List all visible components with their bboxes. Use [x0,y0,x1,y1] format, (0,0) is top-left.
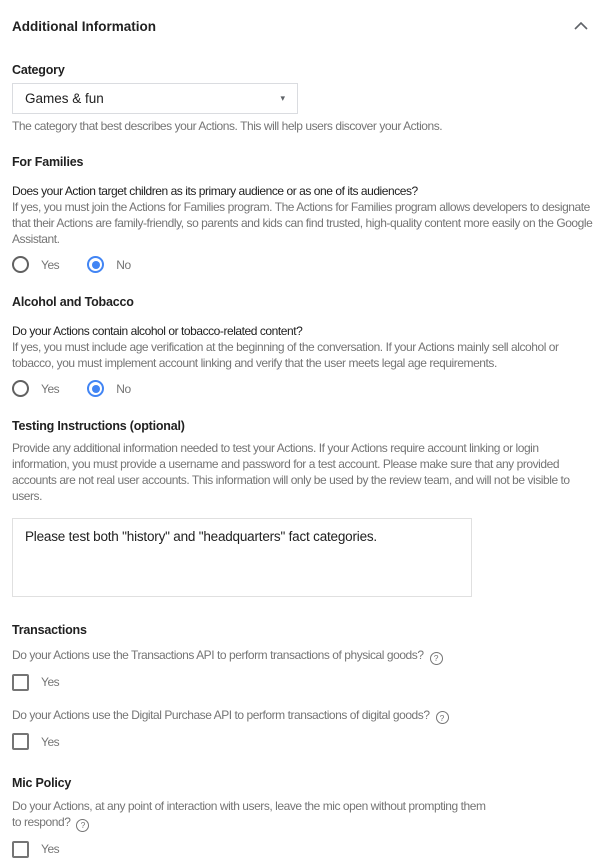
checkbox-label: Yes [41,842,60,856]
radio-label: No [116,381,131,396]
alcohol-tobacco-no-radio[interactable] [87,380,130,397]
radio-unselected-icon [12,256,29,273]
radio-label: No [116,257,131,272]
alcohol-tobacco-heading: Alcohol and Tobacco [12,295,134,309]
for-families-helper-text: If yes, you must join the Actions for Families program. The Actions for Families program allows developers to designate that their Actions are family-friendly, so parents and kids can find trusted, high-quality content more easily on the Google Assistant. [12,200,593,246]
for-families-section [12,155,593,273]
transactions-physical-question [12,647,593,665]
for-families-question: Does your Action target children as its primary audience or as one of its audiences? [12,184,418,198]
testing-instructions-heading: Testing Instructions (optional) [12,419,185,433]
alcohol-tobacco-yes-radio[interactable] [12,380,59,397]
mic-policy-checkbox-row [12,841,593,858]
for-families-heading: For Families [12,155,84,169]
radio-label: Yes [41,257,60,272]
category-helper-text: The category that best describes your Actions. This will help users discover your Actions. [12,119,443,133]
transactions-physical-checkbox-row [12,674,593,691]
testing-instructions-section [12,419,593,597]
for-families-yes-radio[interactable] [12,256,59,273]
transactions-physical-checkbox[interactable] [12,674,29,691]
question-text: Do your Actions use the Digital Purchase API to perform transactions of digital goods? [12,707,430,722]
question-text: Do your Actions, at any point of interaction with users, leave the mic open without prompting them to respond? [12,799,486,829]
radio-selected-icon [87,256,104,273]
category-select[interactable] [12,83,298,114]
page-title: Additional Information [12,18,156,34]
alcohol-tobacco-section [12,295,593,397]
radio-unselected-icon [12,380,29,397]
chevron-up-icon[interactable] [571,16,591,36]
testing-instructions-input[interactable] [12,518,472,597]
transactions-digital-question [12,707,593,725]
help-icon[interactable]: ? [430,652,443,665]
alcohol-tobacco-radio-group [12,380,593,397]
help-icon[interactable]: ? [76,819,89,832]
alcohol-tobacco-helper-text: If yes, you must include age verification at the beginning of the conversation. If your Actions mainly sell alcohol or tobacco, you must implement account linking and verify that the user meets legal age requirements. [12,340,559,370]
help-icon[interactable]: ? [436,711,449,724]
radio-label: Yes [41,381,60,396]
for-families-radio-group [12,256,593,273]
transactions-section [12,623,593,750]
mic-policy-section [12,776,593,858]
transactions-heading: Transactions [12,623,87,637]
mic-policy-checkbox[interactable] [12,841,29,858]
testing-instructions-helper-text: Provide any additional information needed to test your Actions. If your Actions require account linking or login information, you must provide a username and password for a test account. Please make sure that any provided accounts are not real user accounts. This information will only be used by the review team, and will not be visible to users. [12,441,570,503]
question-text: Do your Actions use the Transactions API to perform transactions of physical goods? [12,648,424,662]
category-selected-value: Games & fun [25,91,104,106]
checkbox-label: Yes [41,675,60,689]
for-families-no-radio[interactable] [87,256,130,273]
dropdown-arrow-icon: ▾ [280,93,285,103]
transactions-digital-checkbox[interactable] [12,733,29,750]
mic-policy-question [12,798,490,832]
category-label: Category [12,63,65,77]
alcohol-tobacco-question: Do your Actions contain alcohol or tobacco-related content? [12,324,303,338]
panel-header [12,16,593,36]
radio-selected-icon [87,380,104,397]
mic-policy-heading: Mic Policy [12,776,72,790]
category-section [12,63,593,134]
checkbox-label: Yes [41,734,60,749]
transactions-digital-checkbox-row [12,733,593,750]
